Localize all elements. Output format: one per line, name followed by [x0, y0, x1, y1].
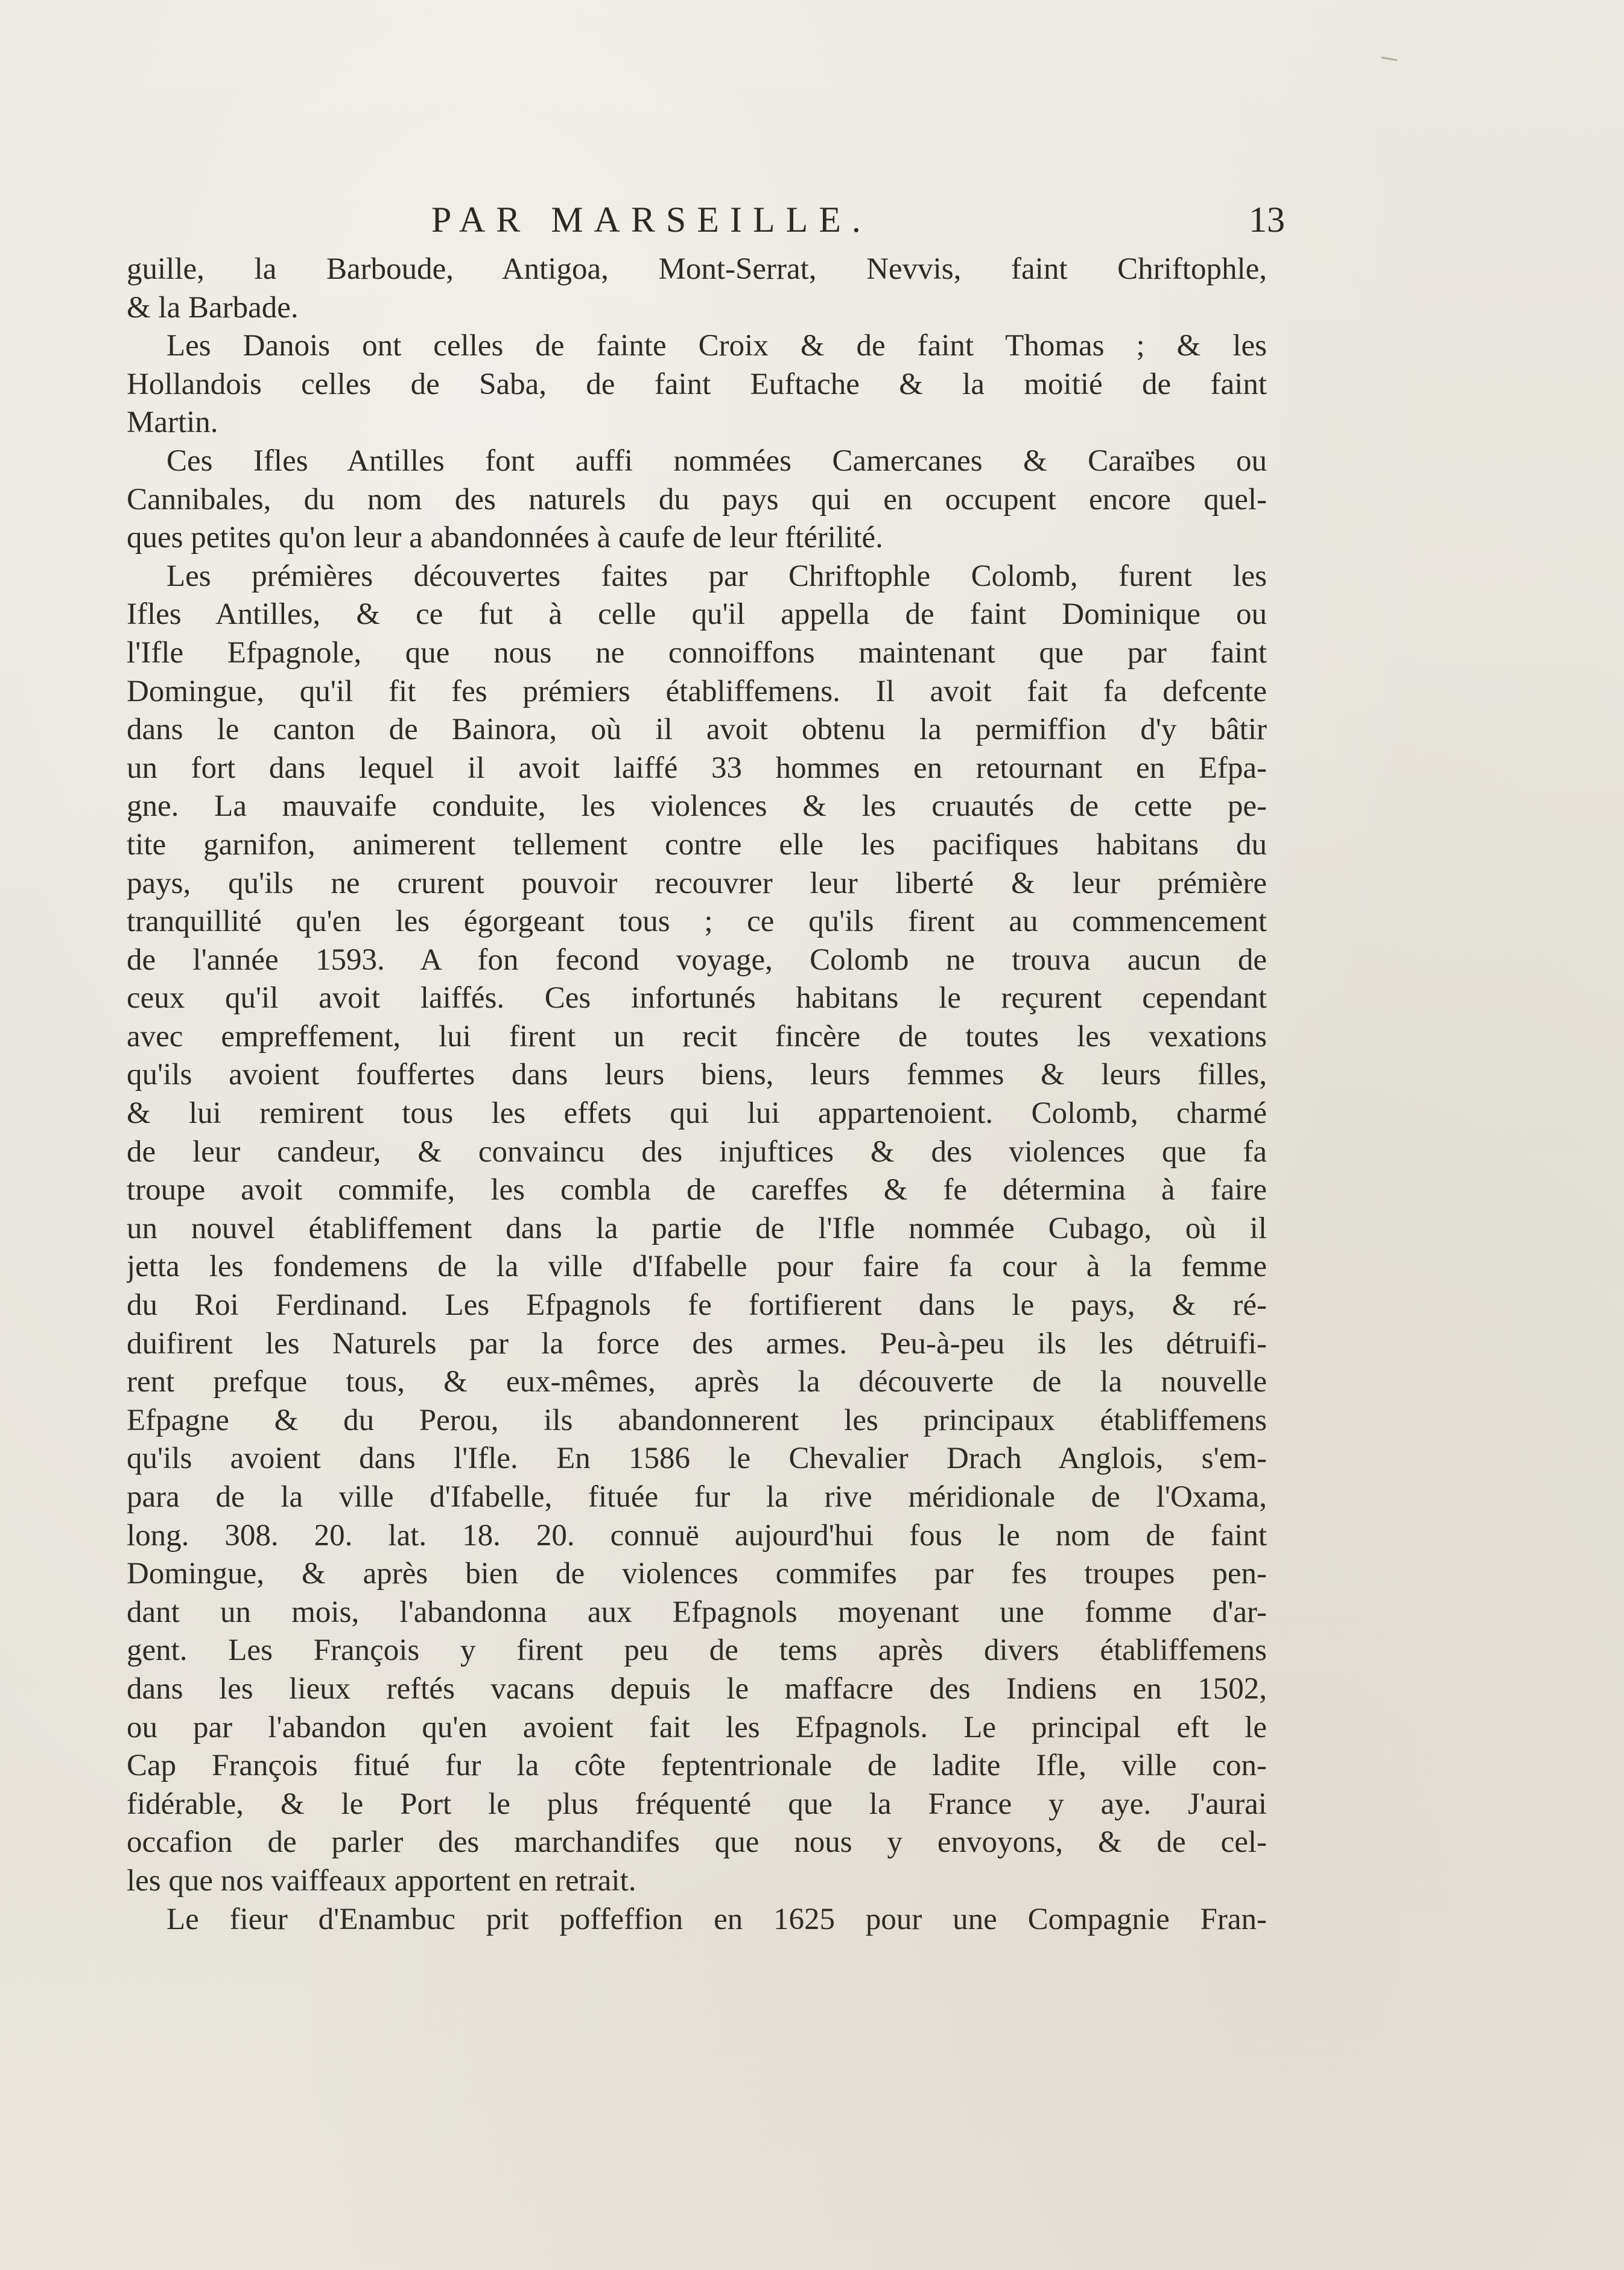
- text-line: ceux qu'il avoit laiffés. Ces infortunés habitans le reçurent cependant: [127, 981, 1267, 1016]
- text-line: dant un mois, l'abandonna aux Efpagnols moyenant une fomme d'ar-: [127, 1595, 1267, 1629]
- text-line: de leur candeur, & convaincu des injuftices & des violences que fa: [127, 1134, 1267, 1169]
- text-line: rent prefque tous, & eux-mêmes, après la découverte de la nouvelle: [127, 1365, 1267, 1399]
- text-line: & la Barbade.: [127, 290, 299, 325]
- text-line: avec empreffement, lui firent un recit fincère de toutes les vexations: [127, 1019, 1267, 1054]
- text-line: para de la ville d'Ifabelle, fituée fur la rive méridionale de l'Oxama,: [127, 1480, 1267, 1514]
- text-line: & lui remirent tous les effets qui lui appartenoient. Colomb, charmé: [127, 1096, 1267, 1131]
- text-line: Le fieur d'Enambuc prit poffeffion en 1625 pour une Compagnie Fran-: [167, 1902, 1267, 1936]
- text-line: Cannibales, du nom des naturels du pays qui en occupent encore quel-: [127, 482, 1267, 517]
- text-line: tite garnifon, animerent tellement contre elle les pacifiques habitans du: [127, 827, 1267, 862]
- running-title: PAR MARSEILLE.: [431, 200, 872, 240]
- text-line: Efpagne & du Perou, ils abandonnerent les principaux établiffemens: [127, 1403, 1267, 1437]
- text-line: gent. Les François y firent peu de tems après divers établiffemens: [127, 1633, 1267, 1668]
- text-line: gne. La mauvaife conduite, les violences & les cruautés de cette pe-: [127, 789, 1267, 824]
- page-number: 13: [1249, 200, 1285, 240]
- ink-mark: [1381, 57, 1397, 61]
- body-text: [127, 250, 1267, 1939]
- text-line: dans les lieux reftés vacans depuis le maffacre des Indiens en 1502,: [127, 1671, 1267, 1706]
- text-line: un nouvel établiffement dans la partie de l'Ifle nommée Cubago, où il: [127, 1211, 1267, 1245]
- text-line: qu'ils avoient fouffertes dans leurs biens, leurs femmes & leurs filles,: [127, 1058, 1267, 1092]
- text-line: de l'année 1593. A fon fecond voyage, Colomb ne trouva aucun de: [127, 943, 1267, 977]
- text-line: Cap François fitué fur la côte feptentrionale de ladite Ifle, ville con-: [127, 1749, 1267, 1783]
- text-line: ques petites qu'on leur a abandonnées à caufe de leur ftérilité.: [127, 521, 883, 555]
- text-line: Domingue, & après bien de violences commifes par fes troupes pen-: [127, 1557, 1267, 1591]
- text-line: qu'ils avoient dans l'Ifle. En 1586 le Chevalier Drach Anglois, s'em-: [127, 1442, 1267, 1476]
- text-line: Domingue, qu'il fit fes prémiers établiffemens. Il avoit fait fa defcente: [127, 674, 1267, 708]
- text-line: pays, qu'ils ne crurent pouvoir recouvrer leur liberté & leur prémière: [127, 866, 1267, 900]
- text-line: fidérable, & le Port le plus fréquenté que la France y aye. J'aurai: [127, 1787, 1267, 1821]
- running-header: [127, 199, 1285, 247]
- text-line: long. 308. 20. lat. 18. 20. connuë aujourd'hui fous le nom de faint: [127, 1518, 1267, 1553]
- text-line: du Roi Ferdinand. Les Efpagnols fe fortifierent dans le pays, & ré-: [127, 1288, 1267, 1323]
- text-line: un fort dans lequel il avoit laiffé 33 hommes en retournant en Efpa-: [127, 751, 1267, 785]
- text-line: Ifles Antilles, & ce fut à celle qu'il appella de faint Dominique ou: [127, 597, 1267, 632]
- text-line: duifirent les Naturels par la force des armes. Peu-à-peu ils les détruifi-: [127, 1326, 1267, 1361]
- text-line: Hollandois celles de Saba, de faint Euftache & la moitié de faint: [127, 367, 1267, 401]
- text-line: dans le canton de Bainora, où il avoit obtenu la permiffion d'y bâtir: [127, 713, 1267, 747]
- text-line: Les prémières découvertes faites par Chriftophle Colomb, furent les: [167, 559, 1267, 593]
- text-line: les que nos vaiffeaux apportent en retrait.: [127, 1863, 636, 1898]
- text-line: l'Ifle Efpagnole, que nous ne connoiffons maintenant que par faint: [127, 635, 1267, 670]
- text-line: ou par l'abandon qu'en avoient fait les Efpagnols. Le principal eft le: [127, 1710, 1267, 1744]
- text-line: guille, la Barboude, Antigoa, Mont-Serrat, Nevvis, faint Chriftophle,: [127, 252, 1267, 286]
- text-line: Les Danois ont celles de fainte Croix & de faint Thomas ; & les: [167, 329, 1267, 363]
- text-line: Ces Ifles Antilles font auffi nommées Camercanes & Caraïbes ou: [167, 444, 1267, 478]
- text-line: jetta les fondemens de la ville d'Ifabelle pour faire fa cour à la femme: [127, 1250, 1267, 1284]
- text-line: tranquillité qu'en les égorgeant tous ; ce qu'ils firent au commencement: [127, 905, 1267, 939]
- text-line: occafion de parler des marchandifes que nous y envoyons, & de cel-: [127, 1825, 1267, 1860]
- text-line: troupe avoit commife, les combla de careffes & fe détermina à faire: [127, 1173, 1267, 1207]
- text-line: Martin.: [127, 405, 218, 440]
